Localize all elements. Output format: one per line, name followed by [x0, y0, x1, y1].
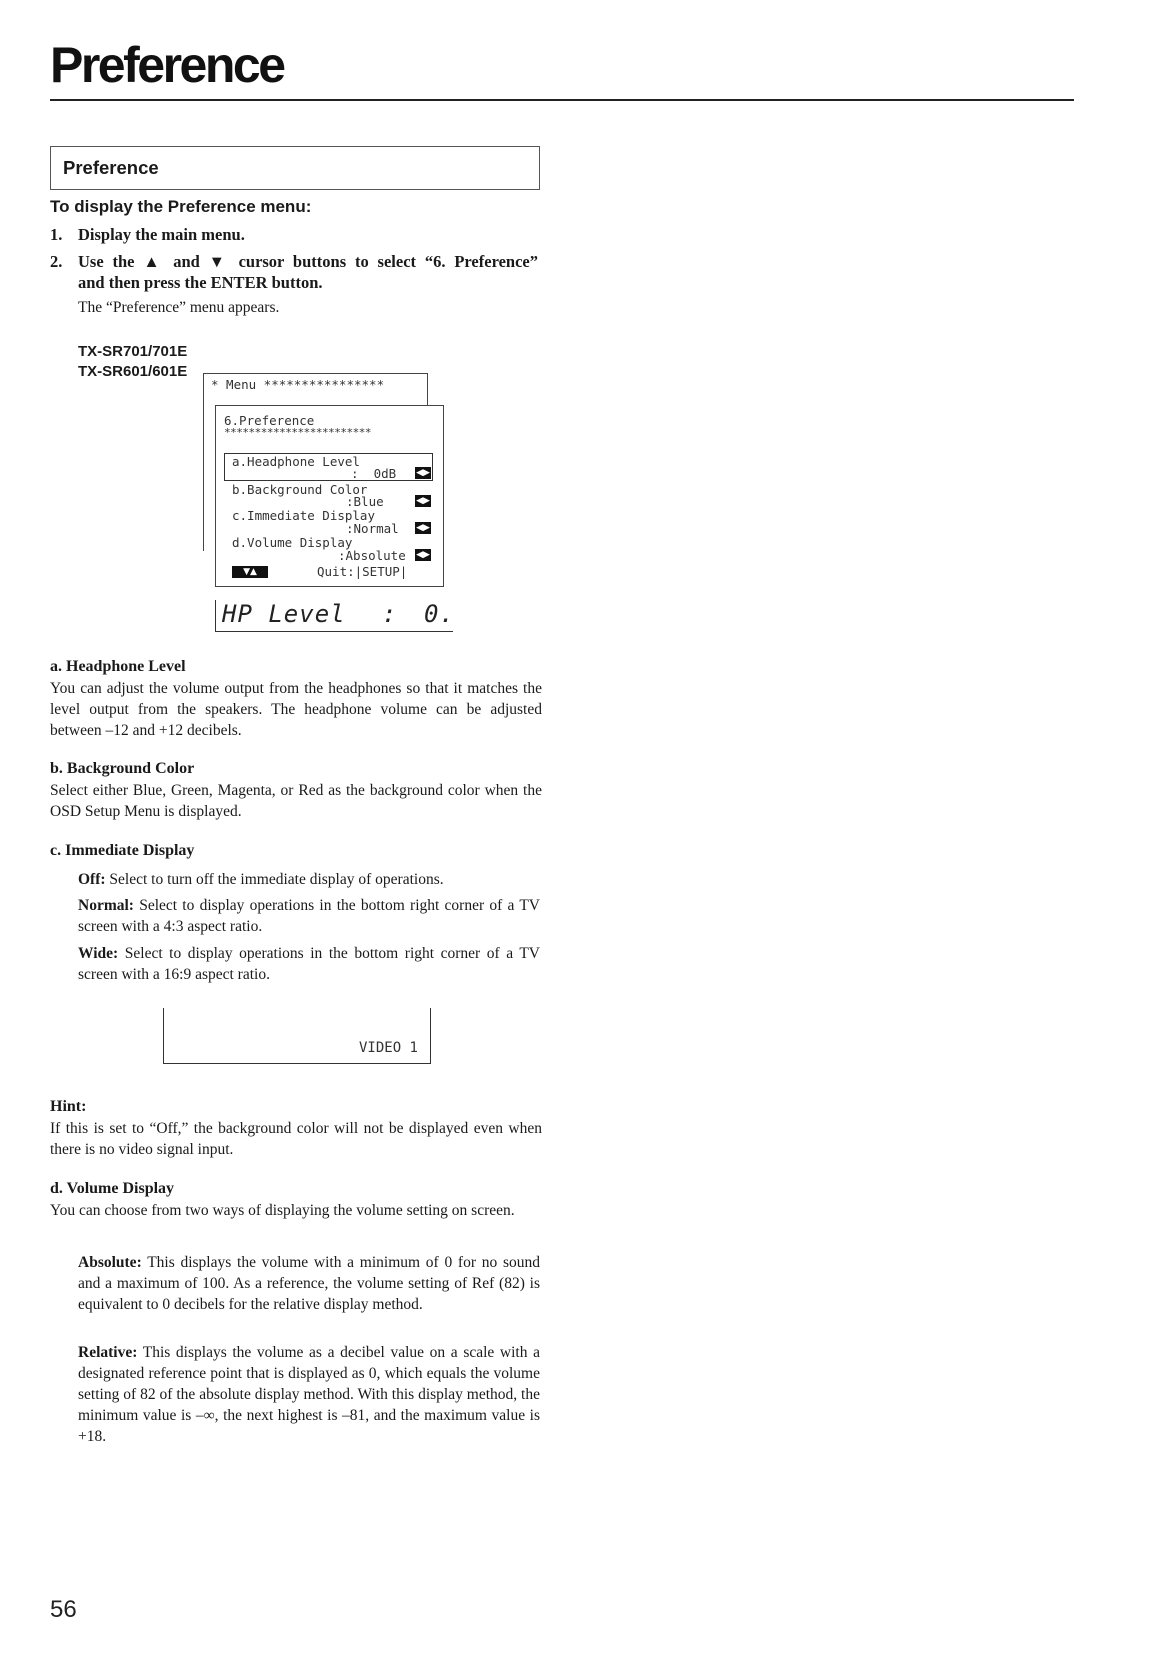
option-wide-term: Wide:	[78, 945, 119, 962]
osd-item-c-label: c.Immediate Display	[232, 508, 375, 523]
option-relative-term: Relative:	[78, 1344, 138, 1361]
lcd-display	[215, 600, 453, 632]
option-off-term: Off:	[78, 871, 106, 888]
option-normal-term: Normal:	[78, 897, 134, 914]
model-line-1: TX-SR701/701E	[78, 343, 188, 360]
option-normal-text: Select to display operations in the bottom right corner of a TV screen with a 4:3 aspect ratio.	[78, 897, 541, 935]
option-relative-text: This displays the volume as a decibel value on a scale with a designated reference point that is displayed as 0, which equals the volume setting of 82 of the absolute display method. With this display method, the minimum value is –∞, the next highest is –81, and the maximum value is +18.	[78, 1344, 540, 1445]
osd-stars: ************************	[224, 426, 371, 439]
lcd-value: 0.	[424, 600, 455, 628]
option-wide	[78, 943, 540, 985]
osd-item-d-arrows-icon: ◀▶	[416, 550, 430, 560]
page-title: Preference	[50, 37, 284, 93]
section-d-heading: d. Volume Display	[50, 1180, 175, 1197]
step-2-line-1: Use the ▲ and ▼ cursor buttons to select “6. Preference”	[78, 252, 538, 271]
intro-heading: To display the Preference menu:	[50, 197, 312, 216]
osd-item-a-label: a.Headphone Level	[232, 454, 360, 469]
option-off-text: Select to turn off the immediate display of operations.	[109, 871, 444, 888]
section-heading: Preference	[63, 157, 159, 178]
section-b-heading: b. Background Color	[50, 760, 195, 777]
section-a-heading: a. Headphone Level	[50, 658, 186, 675]
tv-screen-illustration	[163, 1008, 431, 1064]
option-absolute	[78, 1252, 540, 1315]
section-heading-box	[50, 146, 540, 190]
step-1-number: 1.	[50, 225, 63, 244]
osd-quit-hint: Quit:|SETUP|	[317, 564, 408, 579]
option-absolute-term: Absolute:	[78, 1254, 142, 1271]
osd-item-b-value: :Blue	[346, 494, 384, 509]
page-number: 56	[50, 1596, 77, 1623]
option-relative	[78, 1342, 540, 1447]
step-1-text: Display the main menu.	[78, 225, 245, 244]
osd-item-d-label: d.Volume Display	[232, 535, 353, 550]
section-c-heading: c. Immediate Display	[50, 842, 195, 859]
osd-nav-arrows-icon: ▼▲	[232, 566, 268, 578]
osd-item-b-arrows-icon: ◀▶	[416, 496, 430, 506]
video-input-label: VIDEO 1	[358, 1040, 418, 1056]
option-absolute-text: This displays the volume with a minimum of 0 for no sound and a maximum of 100. As a reference, the volume setting of Ref (82) is equivalent to 0 decibels for the relative display method.	[78, 1254, 540, 1313]
option-off	[78, 869, 540, 890]
osd-item-b-label: b.Background Color	[232, 482, 368, 497]
option-normal	[78, 895, 540, 937]
title-divider	[50, 99, 1074, 101]
lcd-label: HP Level	[222, 600, 346, 628]
osd-item-c-arrows-icon: ◀▶	[416, 523, 430, 533]
osd-title: 6.Preference	[224, 413, 315, 428]
lcd-separator: :	[382, 600, 398, 628]
osd-item-d-value: :Absolute	[338, 548, 406, 563]
step-2-line-2: and then press the ENTER button.	[78, 273, 323, 292]
step-2-number: 2.	[50, 252, 63, 271]
step-2-result: The “Preference” menu appears.	[78, 299, 280, 316]
osd-item-a-arrows-icon: ◀▶	[416, 468, 430, 478]
hint-text: If this is set to “Off,” the background color will not be displayed even when there is no video signal input.	[50, 1120, 542, 1158]
section-b-text: Select either Blue, Green, Magenta, or Red as the background color when the OSD Setup Menu is displayed.	[50, 782, 542, 820]
option-wide-text: Select to display operations in the bottom right corner of a TV screen with a 16:9 aspect ratio.	[78, 945, 541, 983]
osd-front-panel	[215, 405, 444, 587]
osd-item-a-value: : 0dB	[351, 466, 397, 481]
hint-heading: Hint:	[50, 1098, 87, 1115]
osd-menu-header: * Menu ****************	[211, 377, 385, 392]
section-d-text: You can choose from two ways of displaying the volume setting on screen.	[50, 1202, 515, 1219]
section-a-text: You can adjust the volume output from the headphones so that it matches the level output from the speakers. The headphone volume can be adjusted between –12 and +12 decibels.	[50, 680, 542, 739]
osd-item-c-value: :Normal	[346, 521, 399, 536]
model-line-2: TX-SR601/601E	[78, 363, 188, 380]
